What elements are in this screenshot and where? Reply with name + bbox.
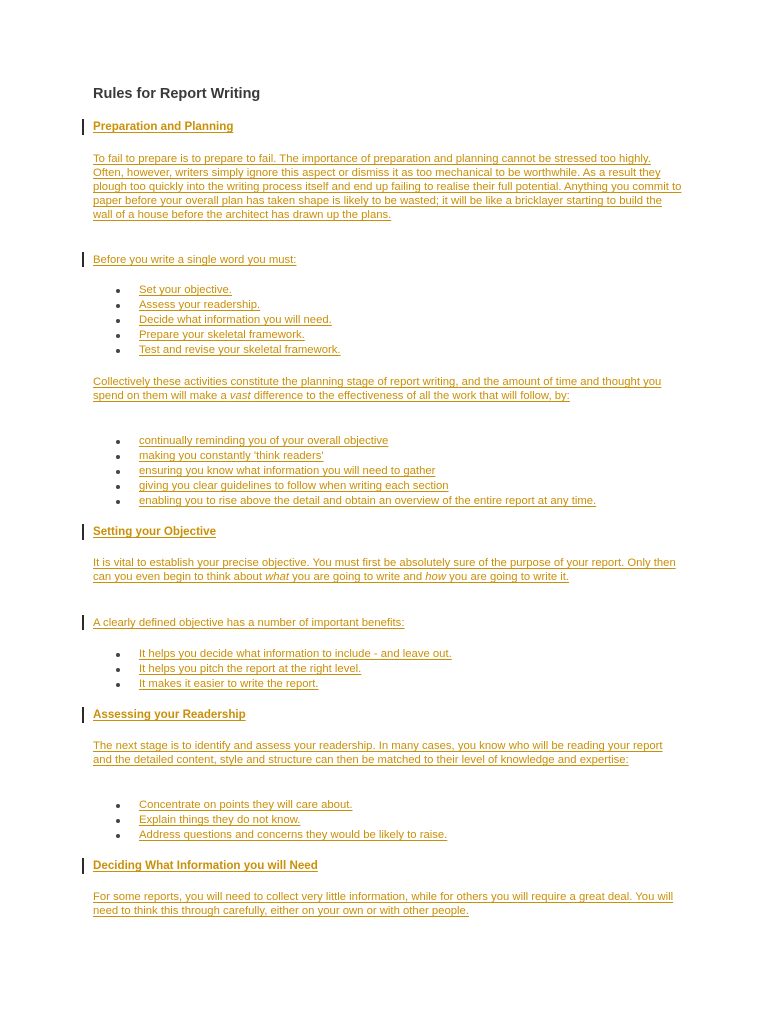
bullet-icon [116,500,120,504]
readership-list [0,798,768,843]
list-item-label[interactable]: Test and revise your skeletal framework. [139,344,341,356]
list-item-label[interactable]: ensuring you know what information you will need to gather [139,465,436,477]
list-item-label[interactable]: giving you clear guidelines to follow when writing each section [139,480,449,492]
list-item [0,283,768,298]
bullet-icon [116,304,120,308]
preparation-paragraph[interactable]: To fail to prepare is to prepare to fail. The importance of preparation and planning cannot be stressed too highly. Often, however, writers simply ignore this aspect or dismiss it as too mechanical to be worthwhile. As a result they plough too quickly into the writing process itself and end up failing to realise their full potential. Anything you commit to paper before your overall plan has taken shape is likely to be wasted; it will be like a bricklayer starting to build the wall of a house before the architect has drawn up the plans. [93,153,682,221]
list-item-label[interactable]: Concentrate on points they will care about. [139,799,353,811]
para-emphasis: what [265,571,289,583]
list-item [0,662,768,677]
bullet-icon [116,804,120,808]
by-list [0,434,768,509]
list-item [0,647,768,662]
list-item-label[interactable]: continually reminding you of your overall objective [139,435,389,447]
para-text: you are going to write and [288,571,426,583]
list-item [0,813,768,828]
para-emphasis: how [425,571,446,583]
para-emphasis: vast [229,390,251,402]
list-item-label[interactable]: Address questions and concerns they would be likely to raise. [139,829,448,841]
bullet-icon [116,834,120,838]
list-item [0,494,768,509]
list-item [0,434,768,449]
list-item-label[interactable]: enabling you to rise above the detail and obtain an overview of the entire report at any time. [139,495,597,507]
bullet-icon [116,334,120,338]
bullet-icon [116,319,120,323]
para-text: you are going to write it. [445,571,570,583]
bullet-icon [116,668,120,672]
change-bar [82,858,84,874]
change-bar [82,707,84,723]
bullet-icon [116,440,120,444]
list-item-label[interactable]: Prepare your skeletal framework. [139,329,305,341]
bullet-icon [116,470,120,474]
preparation-paragraph-2[interactable] [93,375,683,403]
list-item [0,464,768,479]
readership-paragraph[interactable]: The next stage is to identify and assess your readership. In many cases, you know who will be reading your report and the detailed content, style and structure can then be matched to their level of knowledge and expertise: [93,740,663,766]
must-list [0,283,768,358]
change-bar [82,119,84,135]
section-heading-preparation[interactable]: Preparation and Planning [93,120,234,133]
preparation-intro[interactable]: Before you write a single word you must: [93,254,297,266]
para-text: It is vital to establish your precise objective. You must first be absolutely sure of the purpose of your report. Only then can you even begin to think about [93,557,676,583]
list-item [0,677,768,692]
bullet-icon [116,819,120,823]
bullet-icon [116,683,120,687]
list-item [0,798,768,813]
section-heading-information[interactable]: Deciding What Information you will Need [93,859,318,872]
document-title: Rules for Report Writing [93,86,261,102]
list-item [0,328,768,343]
bullet-icon [116,485,120,489]
bullet-icon [116,455,120,459]
section-heading-readership[interactable]: Assessing your Readership [93,708,246,721]
list-item-label[interactable]: It makes it easier to write the report. [139,678,319,690]
objective-intro[interactable]: A clearly defined objective has a number of important benefits: [93,617,405,629]
list-item-label[interactable]: making you constantly 'think readers' [139,450,324,462]
section-heading-objective[interactable]: Setting your Objective [93,525,217,538]
bullet-icon [116,289,120,293]
change-bar [82,615,84,630]
list-item-label[interactable]: Set your objective. [139,284,232,296]
list-item [0,828,768,843]
list-item-label[interactable]: It helps you pitch the report at the right level. [139,663,362,675]
information-paragraph[interactable]: For some reports, you will need to collect very little information, while for others you will require a great deal. You will need to think this through carefully, either on your own or with other people. [93,891,674,917]
bullet-icon [116,349,120,353]
list-item [0,479,768,494]
list-item-label[interactable]: It helps you decide what information to include - and leave out. [139,648,452,660]
change-bar [82,252,84,267]
para-text: Collectively these activities constitute the planning stage of report writing, and the amount of time and thought you spend on them will make a [93,376,662,402]
list-item [0,343,768,358]
objective-paragraph[interactable] [93,556,683,584]
bullet-icon [116,653,120,657]
list-item-label[interactable]: Assess your readership. [139,299,261,311]
list-item [0,298,768,313]
list-item-label[interactable]: Decide what information you will need. [139,314,332,326]
list-item [0,449,768,464]
benefits-list [0,647,768,692]
para-text: difference to the effectiveness of all the work that will follow, by: [250,390,570,402]
list-item-label[interactable]: Explain things they do not know. [139,814,301,826]
list-item [0,313,768,328]
change-bar [82,524,84,540]
